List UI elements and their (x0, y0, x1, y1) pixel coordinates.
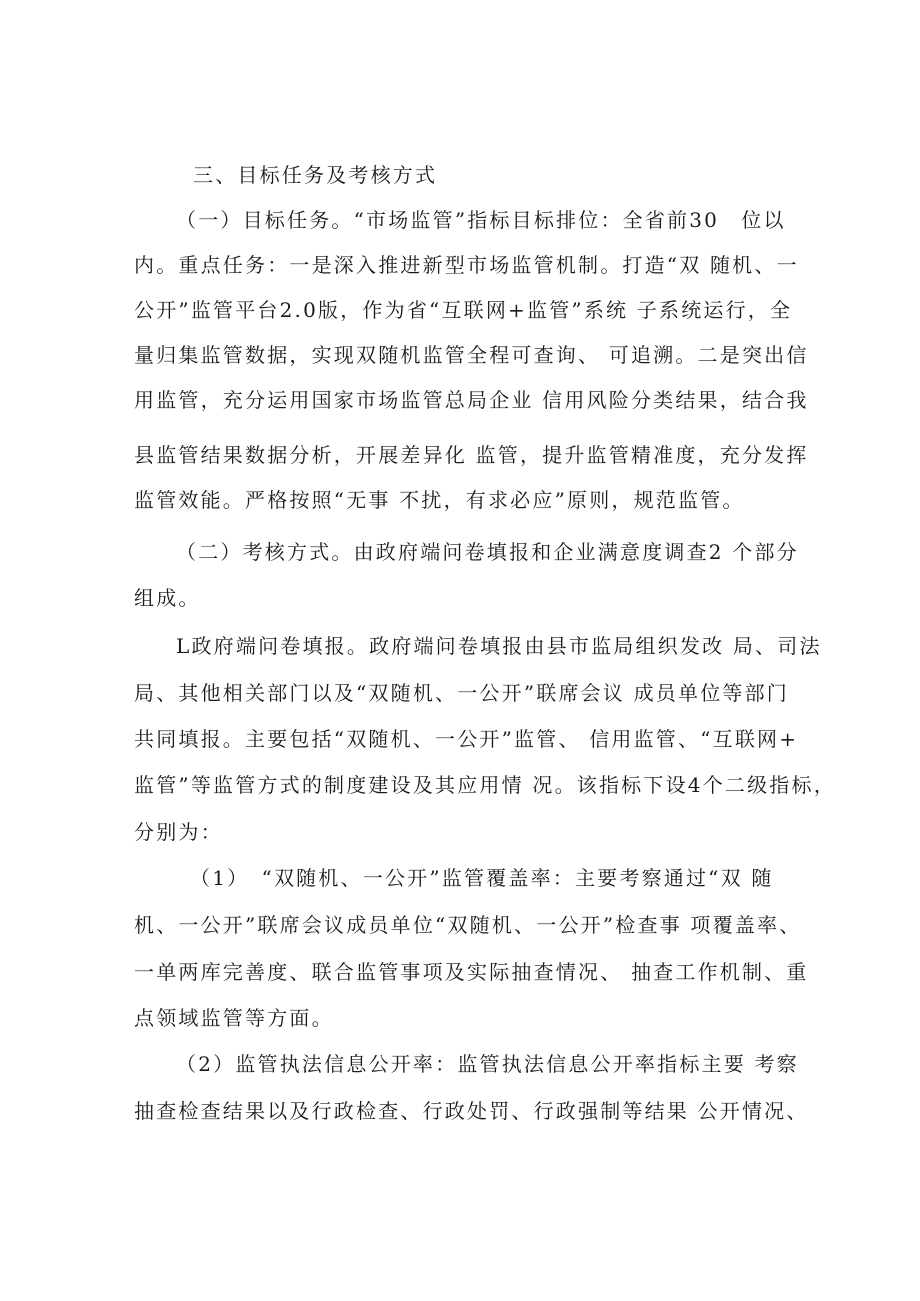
paragraph-line: （一）目标任务。“市场监管”指标目标排位：全省前30 位以 (176, 208, 786, 232)
paragraph-line: 机、一公开”联席会议成员单位“双随机、一公开”检查事 项覆盖率、 (134, 913, 802, 937)
paragraph-line: 监管”等监管方式的制度建设及其应用情 况。该指标下设4个二级指标， (134, 773, 836, 797)
paragraph-line: 局、其他相关部门以及“双随机、一公开”联席会议 成员单位等部门 (134, 681, 790, 705)
paragraph-line: 县监管结果数据分析，开展差异化 监管，提升监管精准度，充分发挥 (134, 443, 809, 467)
paragraph-line: （2）监管执法信息公开率：监管执法信息公开率指标主要 考察 (176, 1052, 799, 1076)
paragraph-line: 抽查检查结果以及行政检查、行政处罚、行政强制等结果 公开情况、 (134, 1099, 809, 1123)
paragraph-line: 监管效能。严格按照“无事 不扰，有求必应”原则，规范监管。 (134, 488, 745, 512)
paragraph-line: 组成。 (134, 586, 201, 610)
paragraph-line: L政府端问卷填报。政府端问卷填报由县市监局组织发改 局、司法 (176, 634, 822, 658)
paragraph-line: 一单两库完善度、联合监管事项及实际抽查情况、 抽查工作机制、重 (134, 960, 809, 984)
paragraph-line: 共同填报。主要包括“双随机、一公开”监管、 信用监管、“互联网+ (134, 727, 799, 751)
paragraph-line: （1） “双随机、一公开”监管覆盖率：主要考察通过“双 随 (190, 866, 774, 890)
section-heading: 三、目标任务及考核方式 (193, 163, 438, 187)
paragraph-line: 用监管，充分运用国家市场监管总局企业 信用风险分类结果，结合我 (134, 388, 809, 412)
paragraph-line: 公开”监管平台2.0版，作为省“互联网+监管”系统 子系统运行，全 (134, 298, 793, 322)
paragraph-line: 量归集监管数据，实现双随机监管全程可查询、 可追溯。二是突出信 (134, 343, 809, 367)
paragraph-line: 内。重点任务：一是深入推进新型市场监管机制。打造“双 随机、一 (134, 253, 799, 277)
paragraph-line: 点领域监管等方面。 (134, 1006, 334, 1030)
paragraph-line: 分别为： (134, 820, 223, 844)
paragraph-line: （二）考核方式。由政府端问卷填报和企业满意度调查2 个部分 (176, 540, 799, 564)
